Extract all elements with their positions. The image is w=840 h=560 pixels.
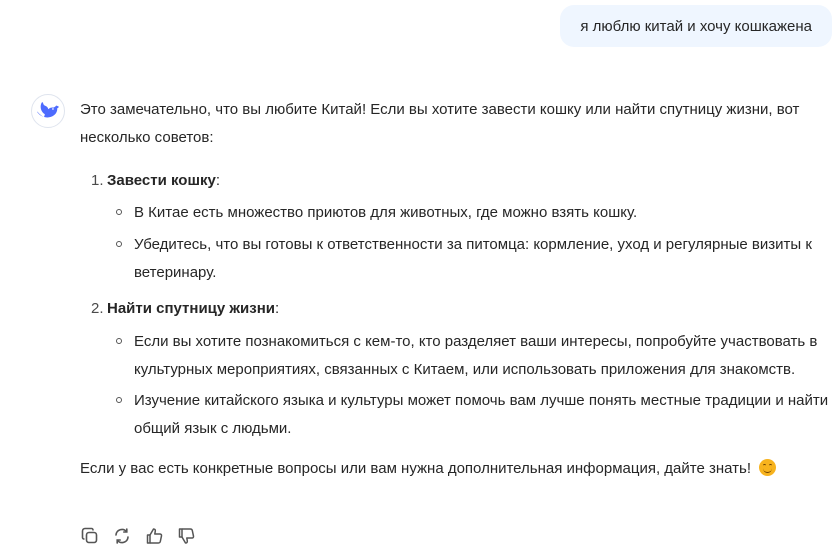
list-item-section-1 xyxy=(80,167,840,195)
section-heading: Найти спутницу жизни xyxy=(107,300,276,317)
thumbs-down-icon xyxy=(177,527,195,545)
assistant-answer xyxy=(80,96,840,483)
smiling-face-emoji xyxy=(759,459,776,476)
bullet-marker xyxy=(116,209,122,215)
section-heading: Завести кошку xyxy=(107,172,216,189)
regenerate-icon xyxy=(113,527,131,545)
assistant-avatar xyxy=(31,94,65,128)
section-colon: : xyxy=(275,300,280,317)
regenerate-button[interactable] xyxy=(112,526,132,546)
message-actions xyxy=(80,526,196,546)
bullet-marker xyxy=(116,397,122,403)
list-number: 1. xyxy=(91,172,104,189)
user-message-bubble xyxy=(560,5,832,47)
bullet-text: Изучение китайского языка и культуры может помочь вам лучше понять местные традиции и найти общий язык с людьми. xyxy=(134,392,829,437)
copy-button[interactable] xyxy=(80,526,100,546)
user-message-text: я люблю китай и хочу кошкажена xyxy=(580,17,812,35)
bullet-text: В Китае есть множество приютов для животных, где можно взять кошку. xyxy=(134,204,638,221)
dislike-button[interactable] xyxy=(176,526,196,546)
thumbs-up-icon xyxy=(145,527,163,545)
list-item-bullet xyxy=(80,328,840,384)
answer-intro: Это замечательно, что вы любите Китай! Если вы хотите завести кошку или найти спутницу жизни, вот несколько советов: xyxy=(80,101,800,146)
bullet-marker xyxy=(116,338,122,344)
copy-icon xyxy=(81,527,99,545)
whale-logo-icon xyxy=(37,100,59,122)
like-button[interactable] xyxy=(144,526,164,546)
list-item-section-2 xyxy=(80,295,840,323)
list-item-bullet xyxy=(80,387,840,443)
answer-outro xyxy=(80,455,840,483)
bullet-text: Если вы хотите познакомиться с кем-то, кто разделяет ваши интересы, попробуйте участвовать в культурных мероприятиях, связанных с Китаем, или использовать приложения для знакомств. xyxy=(134,333,818,378)
list-item-bullet xyxy=(80,231,840,287)
bullet-marker xyxy=(116,241,122,247)
list-item-bullet xyxy=(80,199,840,227)
bullet-text: Убедитесь, что вы готовы к ответственности за питомца: кормление, уход и регулярные визиты к ветеринару. xyxy=(134,236,812,281)
answer-outro-text: Если у вас есть конкретные вопросы или вам нужна дополнительная информация, дайте знать! xyxy=(80,460,751,477)
list-number: 2. xyxy=(91,300,104,317)
section-colon: : xyxy=(215,172,220,189)
